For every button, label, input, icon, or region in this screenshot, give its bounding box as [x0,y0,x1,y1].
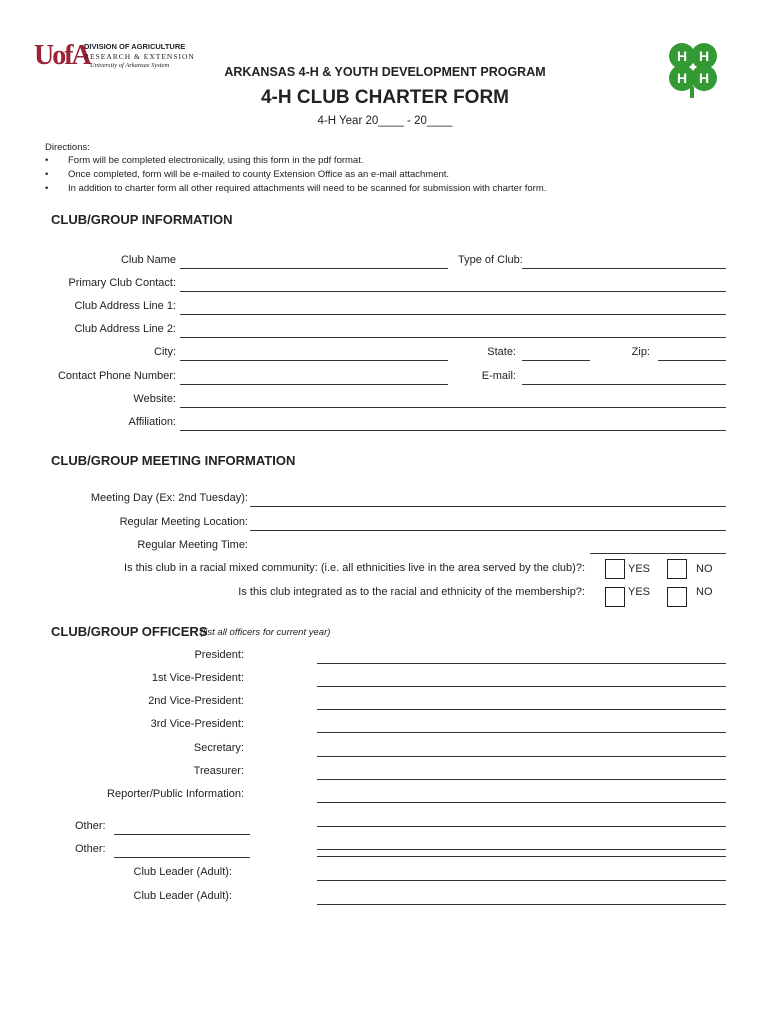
vp2-field[interactable] [317,709,726,710]
leader2-field[interactable] [317,904,726,905]
direction-item-3: In addition to charter form all other required attachments will need to be scanned for submission with charter form. [68,183,547,194]
clover-logo [664,40,722,100]
leader1-field[interactable] [317,880,726,881]
meeting-info-heading: CLUB/GROUP MEETING INFORMATION [51,453,296,468]
clover-h-3: H [676,70,688,86]
primary-contact-label: Primary Club Contact: [68,277,176,289]
secretary-label: Secretary: [193,742,244,754]
state-label: State: [487,346,516,358]
leader2-label: Club Leader (Adult): [133,890,232,902]
logo-line3: University of Arkansas System [90,62,170,69]
logo-letters: UofA [34,40,90,71]
president-field[interactable] [317,663,726,664]
meeting-location-field[interactable] [250,530,726,531]
zip-label: Zip: [631,346,650,358]
treasurer-field[interactable] [317,779,726,780]
president-label: President: [194,649,244,661]
website-label: Website: [133,393,176,405]
integrated-question: Is this club integrated as to the racial and ethnicity of the membership?: [238,586,585,598]
phone-field[interactable] [180,384,448,385]
secretary-field[interactable] [317,756,726,757]
affiliation-label: Affiliation: [128,416,176,428]
club-info-heading: CLUB/GROUP INFORMATION [51,212,233,227]
type-of-club-label: Type of Club: [458,254,523,266]
affiliation-field[interactable] [180,430,726,431]
racial-mixed-no-checkbox[interactable] [667,559,687,579]
year-line: 4-H Year 20____ - 20____ [317,115,453,127]
city-field[interactable] [180,360,448,361]
other2-field[interactable] [317,849,726,850]
meeting-location-label: Regular Meeting Location: [119,516,248,528]
racial-mixed-yes-checkbox[interactable] [605,559,625,579]
phone-label: Contact Phone Number: [57,370,176,382]
racial-mixed-no-label: NO [696,563,713,575]
club-name-field[interactable] [180,268,448,269]
address1-field[interactable] [180,314,726,315]
primary-contact-field[interactable] [180,291,726,292]
address2-field[interactable] [180,337,726,338]
clover-h-1: H [676,48,688,64]
reporter-field[interactable] [317,802,726,803]
meeting-time-field[interactable] [590,553,726,554]
clover-h-4: H [698,70,710,86]
officers-note: (list all officers for current year) [200,627,331,638]
email-label: E-mail: [481,370,516,382]
bullet-2: • [45,169,49,180]
integrated-no-checkbox[interactable] [667,587,687,607]
vp2-label: 2nd Vice-President: [148,695,244,707]
direction-item-1: Form will be completed electronically, using this form in the pdf format. [68,155,364,166]
treasurer-label: Treasurer: [193,765,244,777]
meeting-day-field[interactable] [250,506,726,507]
other1-field[interactable] [317,826,726,827]
email-field[interactable] [522,384,726,385]
vp1-field[interactable] [317,686,726,687]
integrated-yes-checkbox[interactable] [605,587,625,607]
integrated-no-label: NO [696,586,713,598]
clover-h-2: H [698,48,710,64]
directions-heading: Directions: [45,142,90,153]
vp3-field[interactable] [317,732,726,733]
logo-line2: RESEARCH & EXTENSION [84,52,195,61]
vp1-label: 1st Vice-President: [151,672,244,684]
leader1-label: Club Leader (Adult): [133,866,232,878]
reporter-label: Reporter/Public Information: [107,788,244,800]
meeting-day-label: Meeting Day (Ex: 2nd Tuesday): [90,492,248,504]
integrated-yes-label: YES [628,586,651,598]
bullet-3: • [45,183,49,194]
website-field[interactable] [180,407,726,408]
bullet-1: • [45,155,49,166]
logo-line1: DIVISION OF AGRICULTURE [84,42,186,51]
city-label: City: [154,346,176,358]
vp3-label: 3rd Vice-President: [150,718,244,730]
type-of-club-field[interactable] [522,268,726,269]
racial-mixed-yes-label: YES [628,563,651,575]
other1-title-field[interactable] [114,834,250,835]
state-field[interactable] [522,360,590,361]
other2-extra-field[interactable] [317,856,726,857]
program-name: ARKANSAS 4-H & YOUTH DEVELOPMENT PROGRAM [224,65,546,79]
racial-mixed-question: Is this club in a racial mixed community: (i.e. all ethnicities live in the area served by the club)?: [124,562,585,574]
other2-title-field[interactable] [114,857,250,858]
page-title: 4-H CLUB CHARTER FORM [260,87,510,108]
club-name-label: Club Name [120,254,176,266]
other2-label: Other: [75,843,106,855]
address1-label: Club Address Line 1: [74,300,176,312]
address2-label: Club Address Line 2: [74,323,176,335]
direction-item-2: Once completed, form will be e-mailed to county Extension Office as an e-mail attachment. [68,169,450,180]
meeting-time-label: Regular Meeting Time: [137,539,248,551]
officers-heading: CLUB/GROUP OFFICERS [51,624,208,639]
other1-label: Other: [75,820,106,832]
zip-field[interactable] [658,360,726,361]
